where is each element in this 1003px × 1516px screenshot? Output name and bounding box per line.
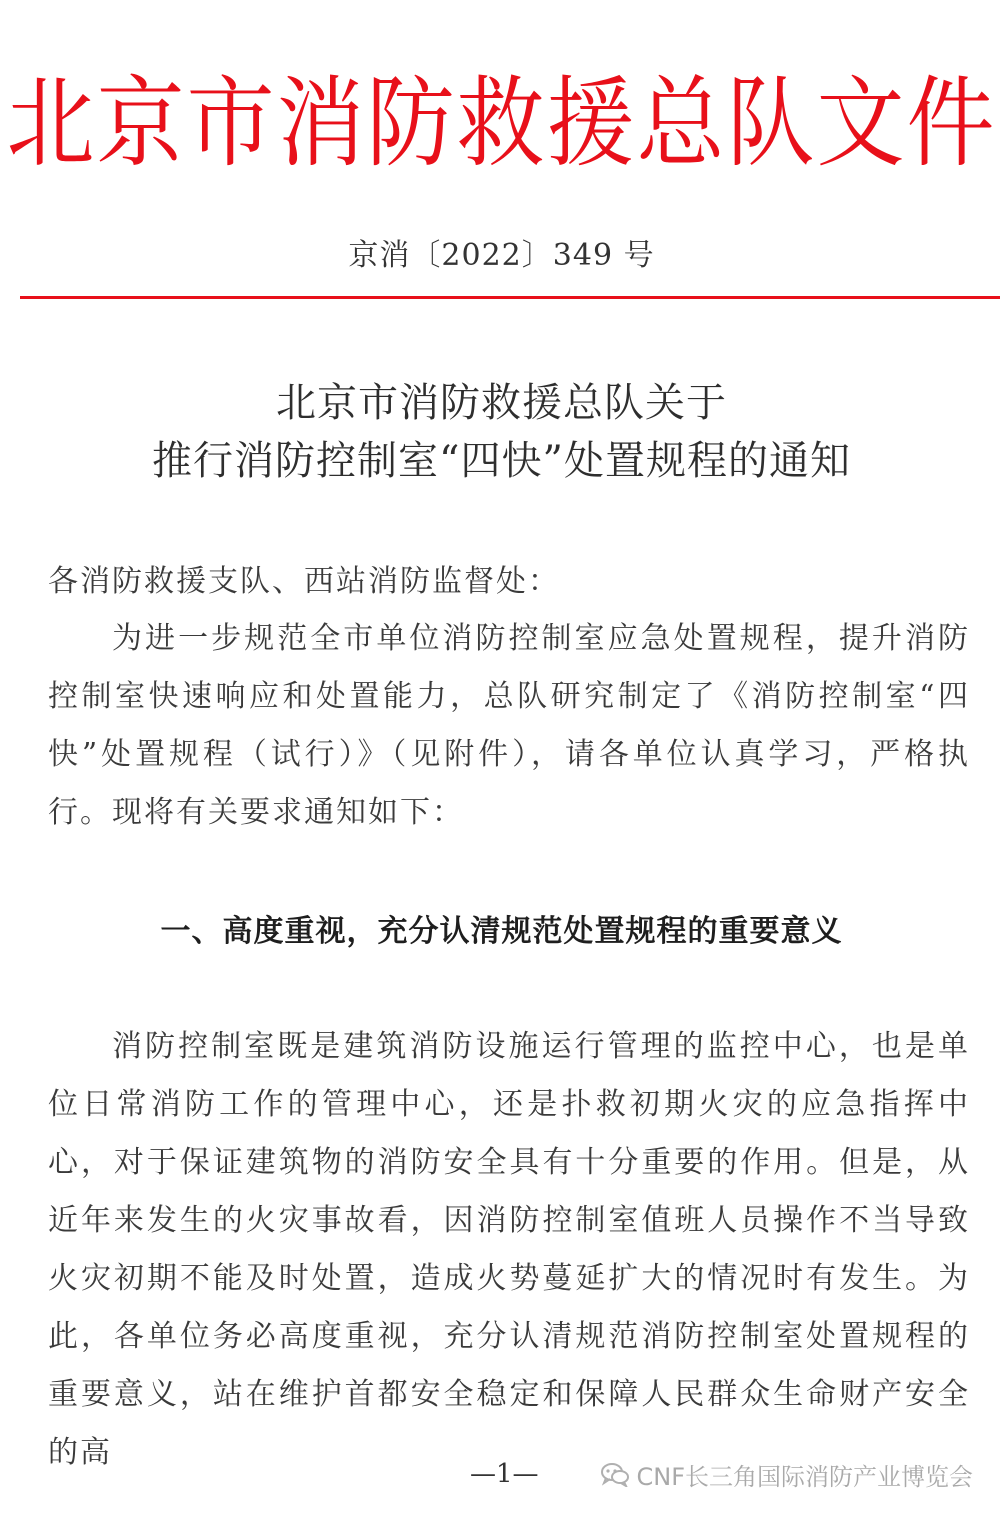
body-paragraph-1: 为进一步规范全市单位消防控制室应急处置规程，提升消防控制室快速响应和处置能力，总队研究制定了《消防控制室“四快”处置规程（试行）》（见附件），请各单位认真学习，严格执行。现将有关要求通知如下： <box>48 621 970 830</box>
document-masthead: 北京市消防救援总队文件 <box>6 65 997 181</box>
body-paragraph-2: 消防控制室既是建筑消防设施运行管理的监控中心，也是单位日常消防工作的管理中心，还是扑救初期火灾的应急指挥中心，对于保证建筑物的消防安全具有十分重要的作用。但是，从近年来发生的火灾事故看，因消防控制室值班人员操作不当导致火灾初期不能及时处置，造成火势蔓延扩大的情况时有发生。为此，各单位务必高度重视，充分认清规范消防控制室处置规程的重要意义，站在维护首都安全稳定和保障人民群众生命财产安全的高 <box>48 1029 970 1470</box>
document-title-line-2: 推行消防控制室“四快”处置规程的通知 <box>152 438 851 484</box>
section-heading-1: 一、高度重视，充分认清规范处置规程的重要意义 <box>160 914 843 949</box>
salutation: 各消防救援支队、西站消防监督处： <box>48 564 560 599</box>
page-number: —1— <box>470 1459 539 1489</box>
document-number: 京消〔2022〕349 号 <box>348 238 655 273</box>
document-title-line-1: 北京市消防救援总队关于 <box>276 380 727 426</box>
wechat-watermark <box>600 1456 973 1492</box>
wechat-icon <box>600 1461 630 1487</box>
masthead-divider <box>20 296 1000 299</box>
watermark-text: CNF长三角国际消防产业博览会 <box>636 1462 973 1491</box>
